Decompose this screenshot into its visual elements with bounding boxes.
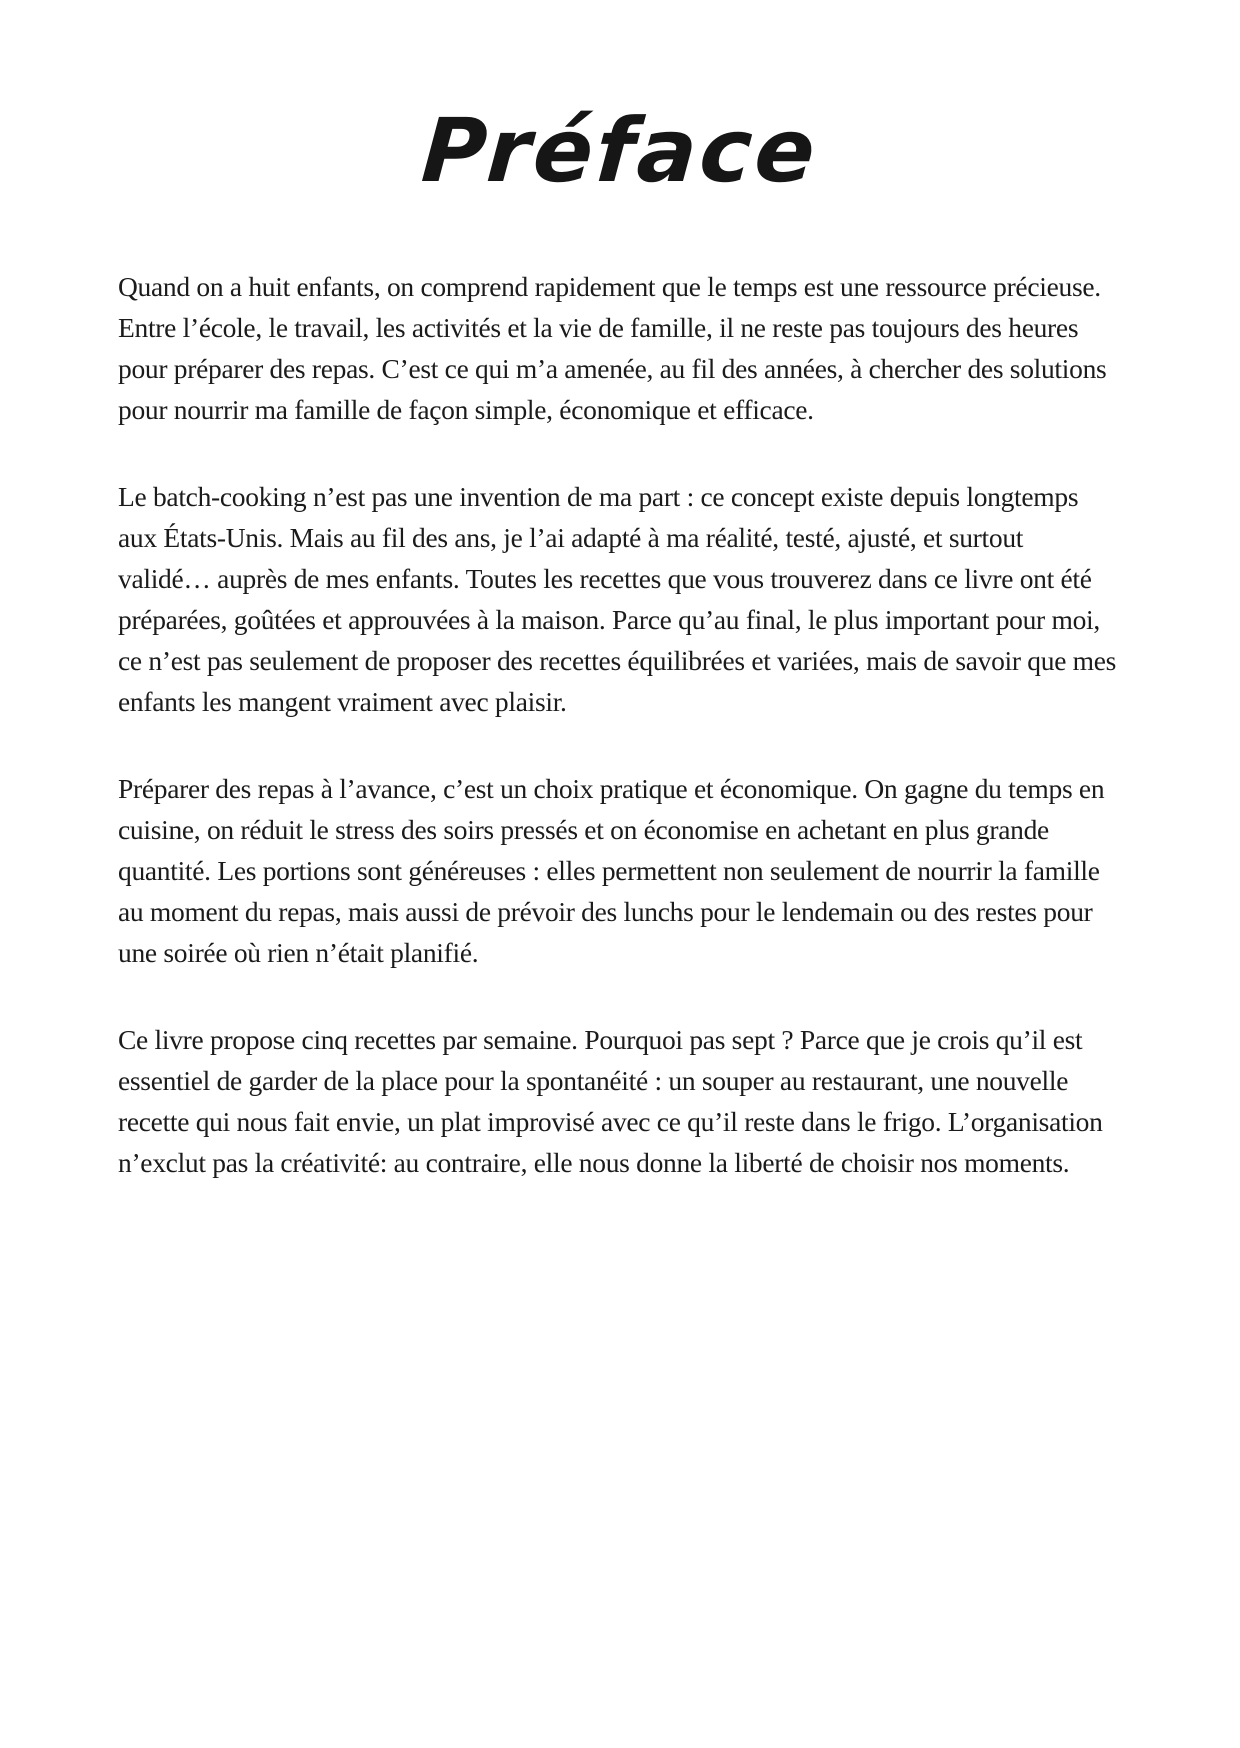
preface-paragraph-2: Le batch-cooking n’est pas une invention de ma part : ce concept existe depuis longtemps aux États-Unis. Mais au fil des ans, je l’ai adapté à ma réalité, testé, ajusté, et surtout validé… auprès de mes enfants. Toutes les recettes que vous trouverez dans ce livre ont été préparées, goûtées et approuvées à la maison. Parce qu’au final, le plus important pour moi, ce n’est pas seulement de proposer des recettes équilibrées et variées, mais de savoir que mes enfants les mangent vraiment avec plaisir.: [118, 480, 1117, 717]
page-title: Préface: [418, 99, 822, 202]
preface-paragraph-3: Préparer des repas à l’avance, c’est un choix pratique et économique. On gagne du temps en cuisine, on réduit le stress des soirs pressés et on économise en achetant en plus grande quantité. Les portions sont généreuses : elles permettent non seulement de nourrir la famille au moment du repas, mais aussi de prévoir des lunchs pour le lendemain ou des restes pour une soirée où rien n’était planifié.: [118, 772, 1105, 968]
preface-paragraph-1: Quand on a huit enfants, on comprend rapidement que le temps est une ressource précieuse. Entre l’école, le travail, les activités et la vie de famille, il ne reste pas toujours des heures pour préparer des repas. C’est ce qui m’a amenée, au fil des années, à chercher des solutions pour nourrir ma famille de façon simple, économique et efficace.: [118, 270, 1107, 425]
preface-paragraph-4: Ce livre propose cinq recettes par semaine. Pourquoi pas sept ? Parce que je crois qu’il est essentiel de garder de la place pour la spontanéité : un souper au restaurant, une nouvelle recette qui nous fait envie, un plat improvisé avec ce qu’il reste dans le frigo. L’organisation n’exclut pas la créativité: au contraire, elle nous donne la liberté de choisir nos moments.: [118, 1023, 1103, 1178]
preface-body: [118, 266, 1122, 1183]
